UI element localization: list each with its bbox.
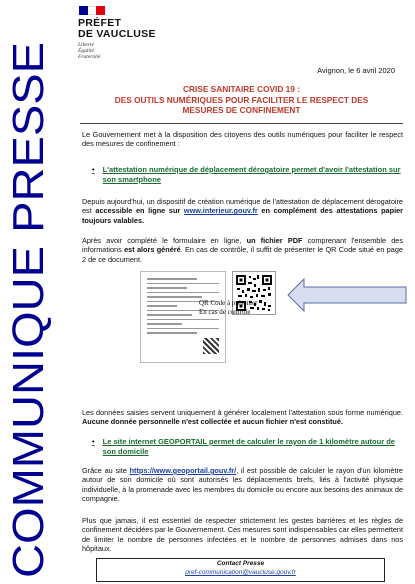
side-title-text: COMMUNIQUE PRESSE	[4, 76, 53, 578]
contact-title: Contact Presse	[216, 560, 265, 567]
headline: CRISE SANITAIRE COVID 19 : DES OUTILS NUMÉRIQUES POUR FACILITER LE RESPECT DES MESURES DE CONFINEMENT	[114, 84, 369, 115]
data-privacy-paragraph: Les données saisies servent uniquement à générer localement l'attestation sous forme numérique. Aucune donnée personnelle n'est collectée et aucun fichier n'est constitué.	[82, 408, 403, 427]
prefet-name: PRÉFET DE VAUCLUSE	[78, 17, 156, 40]
bullet-attestation: • L'attestation numérique de déplacement dérogatoire permet d'avoir l'attestation sur son smartphone	[92, 165, 401, 184]
geoportail-paragraph: Grâce au site https://www.geoportail.gouv.fr/, il est possible de calculer le rayon d'un kilomètre autour de son domicile où sont autorisés les déplacements brefs, liés à l'activité physique individuelle, à la promenade avec les membres du domicile ou encore aux besoins des animaux de compagnie.	[82, 466, 403, 504]
conclusion-paragraph: Plus que jamais, il est essentiel de respecter strictement les gestes barrières et les règles de confinement décidées par le Gouvernement. Ces mesures sont indispensables car elles permettent de limiter le nombre de personnes infectées et le nombre de personnes admises dans nos hôpitaux.	[82, 516, 403, 554]
headline-divider	[80, 123, 403, 124]
interieur-link[interactable]: www.interieur.gouv.fr	[183, 206, 258, 216]
side-title	[3, 40, 53, 580]
marianne-flag-icon	[79, 6, 105, 15]
prefecture-logo	[78, 6, 198, 60]
arrow-left-icon	[286, 277, 408, 313]
press-date: Avignon, le 6 avril 2020	[317, 66, 395, 75]
attestation-paragraph: Depuis aujourd'hui, un dispositif de création numérique de l'attestation de déplacement dérogatoire est accessible en ligne sur www.interieur.gouv.fr en complément des attestations papier toujours valables.	[82, 197, 403, 225]
intro-paragraph: Le Gouvernement met à la disposition des citoyens des outils numériques pour faciliter le respect des mesures de confinement :	[82, 130, 403, 149]
bullet-geoportail: • Le site internet GEOPORTAIL permet de calculer le rayon de 1 kilomètre autour de son domicile	[92, 437, 395, 456]
press-contact-box	[96, 558, 385, 582]
contact-email-link[interactable]: pref-communication@vaucluse.gouv.fr	[185, 569, 296, 576]
geoportail-link[interactable]: https://www.geoportail.gouv.fr/	[129, 466, 237, 475]
qr-caption: QR Code à présenter En cas de contrôle	[199, 299, 258, 316]
attestation-document-image	[140, 271, 226, 363]
pdf-paragraph: Après avoir complété le formulaire en ligne, un fichier PDF comprenant l'ensemble des informations est alors généré. En cas de contrôle, il suffit de présenter le QR Code situé en page 2 de ce document.	[82, 236, 404, 264]
motto: Liberté Égalité Fraternité	[78, 42, 101, 60]
